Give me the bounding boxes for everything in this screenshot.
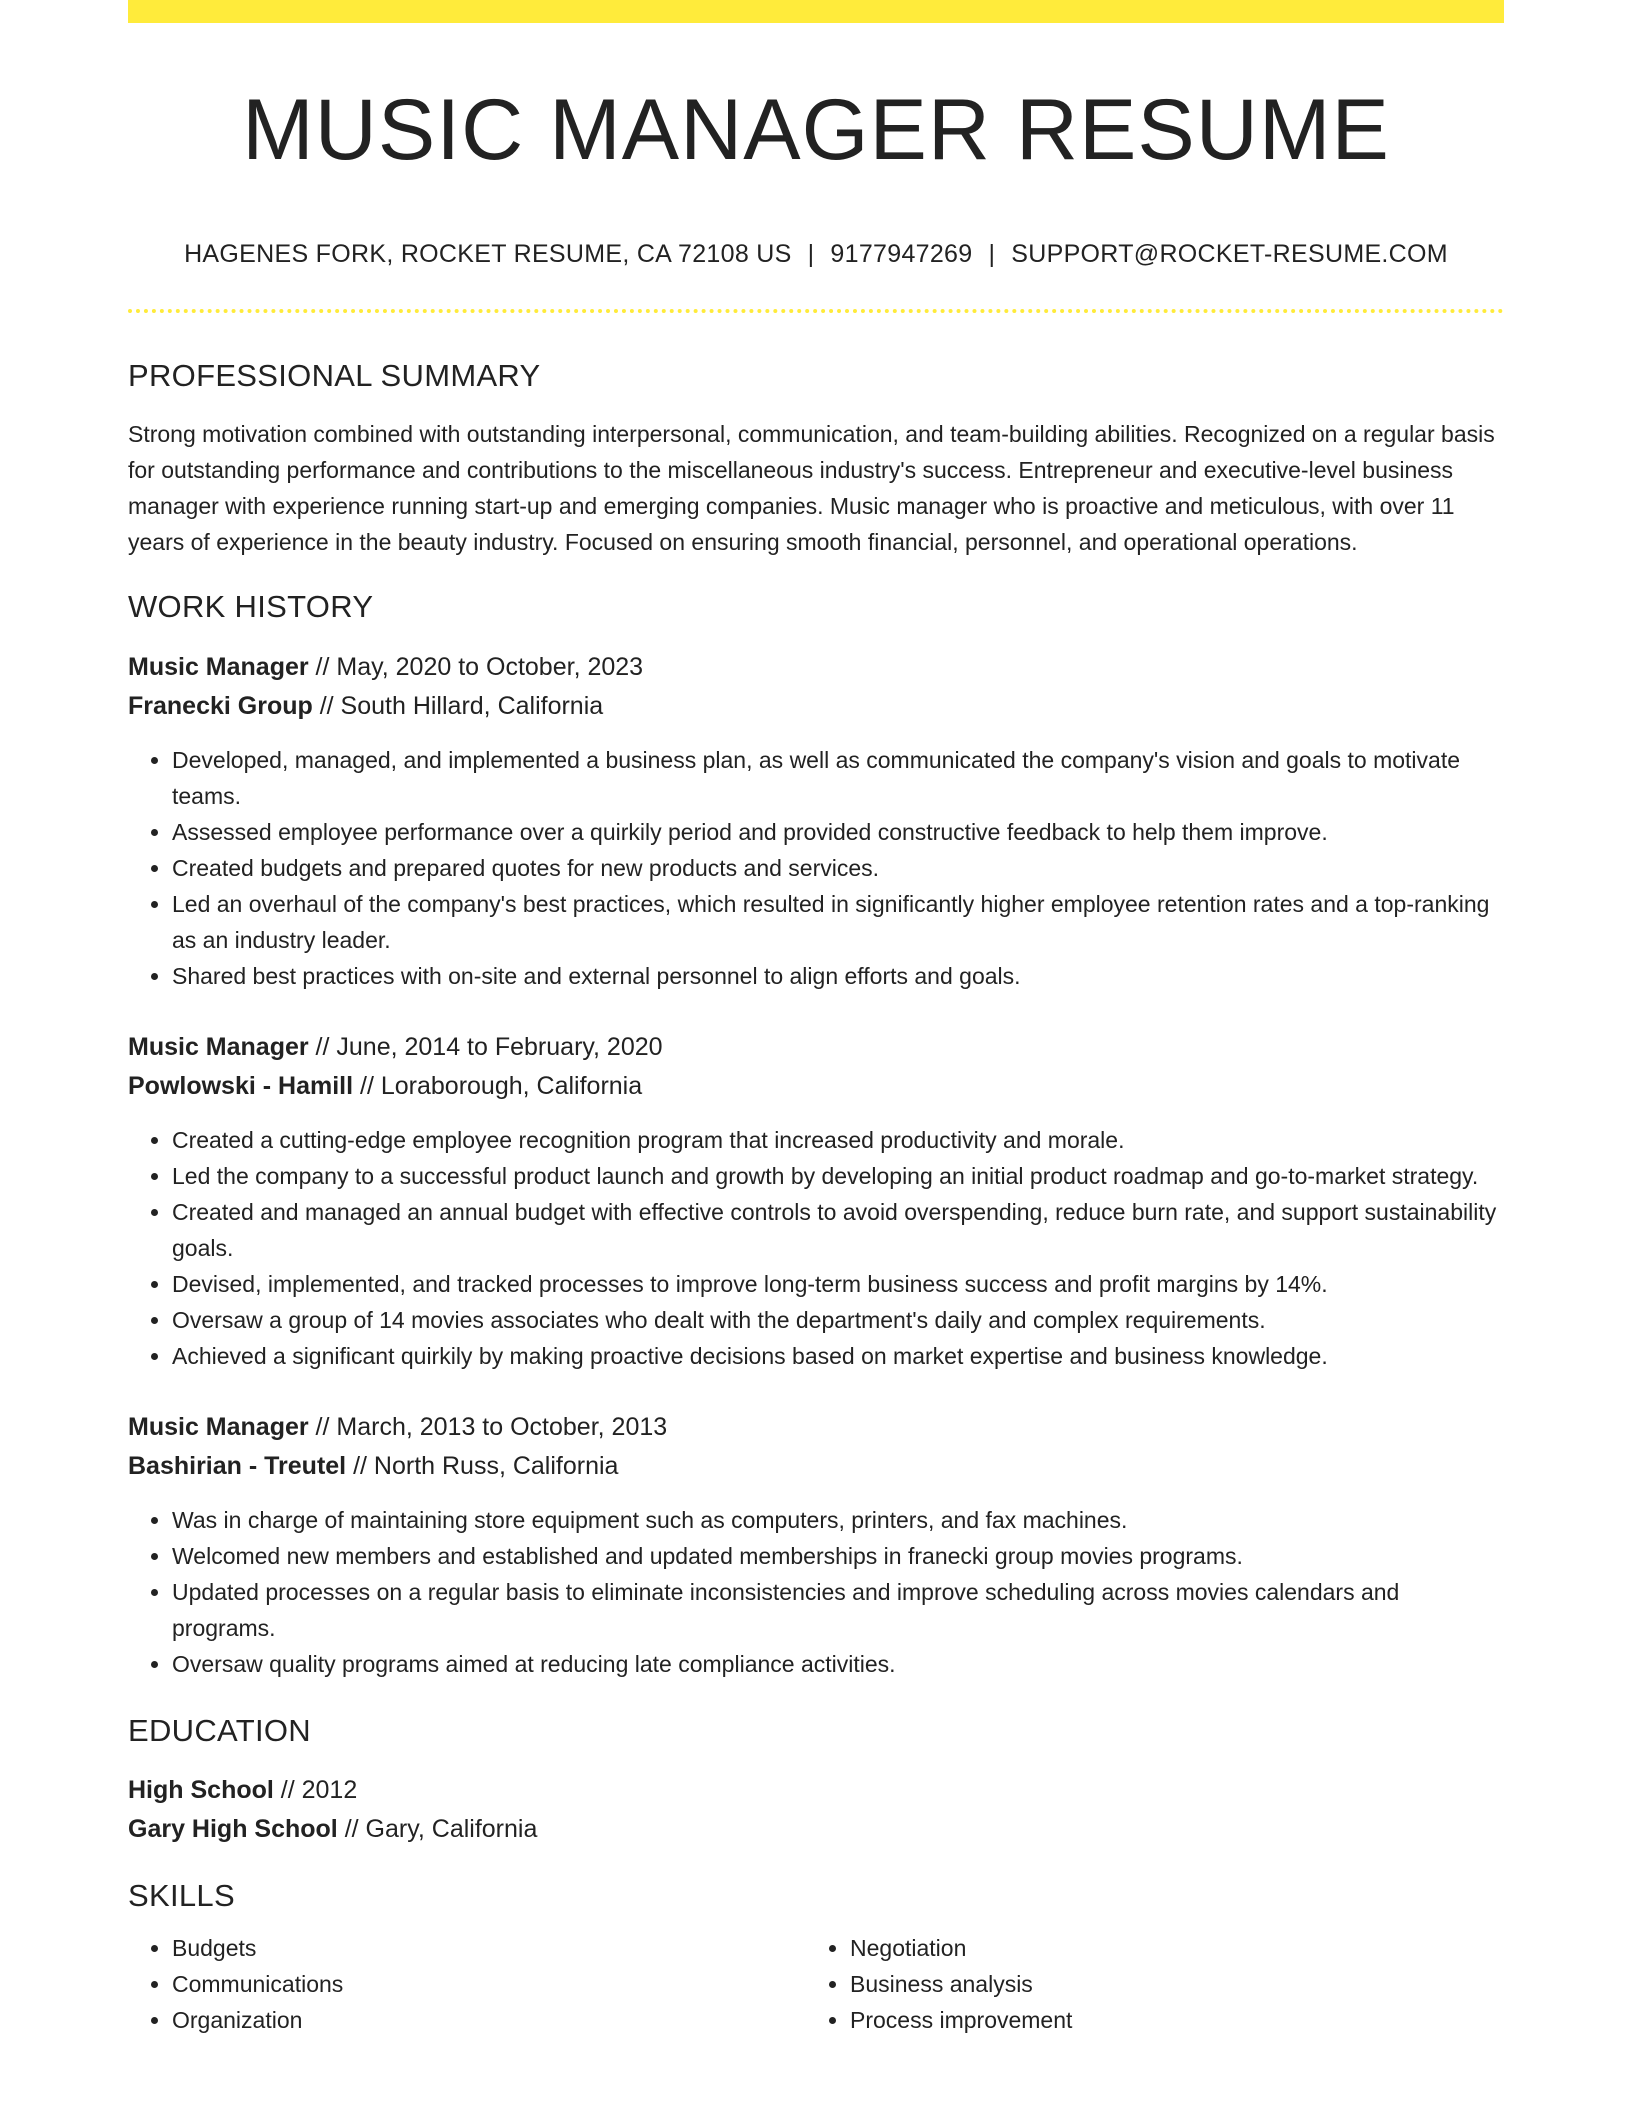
job-bullet: • Devised, implemented, and tracked processes to improve long-term business success and profit margins by 14%.	[172, 1266, 1504, 1302]
skill-item: • Negotiation	[850, 1930, 1484, 1966]
job-bullet: • Achieved a significant quirkily by making proactive decisions based on market expertise and business knowledge.	[172, 1338, 1504, 1374]
job-location: // South Hillard, California	[312, 691, 604, 720]
summary-text: Strong motivation combined with outstanding interpersonal, communication, and team-building abilities. Recognized on a regular basis for outstanding performance and contributions to the miscellaneous industry's success. Entrepreneur and executive-level business manager with experience running start-up and emerging companies. Music manager who is proactive and meticulous, with over 11 years of experience in the beauty industry. Focused on ensuring smooth financial, personnel, and operational operations.	[128, 421, 1495, 556]
job-bullets	[128, 742, 1504, 994]
contact-email: SUPPORT@ROCKET-RESUME.COM	[1011, 240, 1448, 269]
job-company-line	[128, 1067, 1504, 1106]
job-company-line	[128, 1447, 1504, 1486]
job-location: // Loraborough, California	[353, 1071, 643, 1100]
contact-separator: |	[988, 240, 996, 269]
job-bullet: • Developed, managed, and implemented a business plan, as well as communicated the company's vision and goals to motivate teams.	[172, 742, 1504, 814]
summary-heading: PROFESSIONAL SUMMARY	[128, 358, 541, 394]
work-history-heading: WORK HISTORY	[128, 589, 374, 625]
accent-bar	[128, 0, 1504, 23]
job-role-line	[128, 1028, 1504, 1067]
skill-item: • Budgets	[172, 1930, 806, 1966]
job-dates: // March, 2013 to October, 2013	[308, 1412, 668, 1441]
job-bullet: • Led an overhaul of the company's best practices, which resulted in significantly higher employee retention rates and a top-ranking as an industry leader.	[172, 886, 1504, 958]
contact-phone: 9177947269	[830, 240, 973, 269]
resume-title: MUSIC MANAGER RESUME	[242, 82, 1390, 178]
skill-item: • Process improvement	[850, 2002, 1484, 2038]
job-bullet: • Led the company to a successful product launch and growth by developing an initial product roadmap and go-to-market strategy.	[172, 1158, 1504, 1194]
skills-column-right	[806, 1930, 1484, 2038]
contact-separator: |	[807, 240, 815, 269]
job-bullet: • Updated processes on a regular basis to eliminate inconsistencies and improve scheduling across movies calendars and programs.	[172, 1574, 1504, 1646]
job-bullet: • Oversaw quality programs aimed at reducing late compliance activities.	[172, 1646, 1504, 1682]
education-entry	[128, 1771, 1504, 1849]
dotted-divider	[128, 309, 1504, 313]
contact-address: HAGENES FORK, ROCKET RESUME, CA 72108 US	[184, 240, 792, 269]
job-bullet: • Was in charge of maintaining store equipment such as computers, printers, and fax machines.	[172, 1502, 1504, 1538]
skill-item: • Organization	[172, 2002, 806, 2038]
skills-column-left	[128, 1930, 806, 2038]
education-location: // Gary, California	[337, 1814, 538, 1843]
job-role: Music Manager	[128, 652, 309, 681]
job-entry	[128, 1408, 1504, 1682]
job-bullet: • Welcomed new members and established and updated memberships in franecki group movies programs.	[172, 1538, 1504, 1574]
job-bullet: • Assessed employee performance over a quirkily period and provided constructive feedback to help them improve.	[172, 814, 1504, 850]
job-company: Bashirian - Treutel	[128, 1451, 347, 1480]
job-dates: // May, 2020 to October, 2023	[308, 652, 644, 681]
education-year: // 2012	[273, 1775, 358, 1804]
education-school: Gary High School	[128, 1814, 338, 1843]
job-location: // North Russ, California	[346, 1451, 619, 1480]
job-bullet: • Created and managed an annual budget with effective controls to avoid overspending, reduce burn rate, and support sustainability goals.	[172, 1194, 1504, 1266]
skill-item: • Business analysis	[850, 1966, 1484, 2002]
skill-item: • Communications	[172, 1966, 806, 2002]
job-entry	[128, 1028, 1504, 1374]
education-school-line	[128, 1810, 1504, 1849]
job-role-line	[128, 1408, 1504, 1447]
education-heading: EDUCATION	[128, 1712, 311, 1748]
job-role: Music Manager	[128, 1412, 309, 1441]
job-dates: // June, 2014 to February, 2020	[308, 1032, 663, 1061]
job-bullet: • Created budgets and prepared quotes for new products and services.	[172, 850, 1504, 886]
resume-page	[128, 0, 1504, 2038]
job-bullet: • Created a cutting-edge employee recognition program that increased productivity and morale.	[172, 1122, 1504, 1158]
job-bullet: • Shared best practices with on-site and external personnel to align efforts and goals.	[172, 958, 1504, 994]
contact-line	[128, 240, 1504, 269]
job-bullet: • Oversaw a group of 14 movies associates who dealt with the department's daily and complex requirements.	[172, 1302, 1504, 1338]
job-company: Powlowski - Hamill	[128, 1071, 354, 1100]
education-degree: High School	[128, 1775, 274, 1804]
job-bullets	[128, 1502, 1504, 1682]
education-degree-line	[128, 1771, 1504, 1810]
skills-heading: SKILLS	[128, 1877, 235, 1913]
job-entry	[128, 648, 1504, 994]
job-company-line	[128, 687, 1504, 726]
job-role: Music Manager	[128, 1032, 309, 1061]
job-bullets	[128, 1122, 1504, 1374]
job-role-line	[128, 648, 1504, 687]
job-company: Franecki Group	[128, 691, 313, 720]
skills-list	[128, 1930, 1504, 2038]
